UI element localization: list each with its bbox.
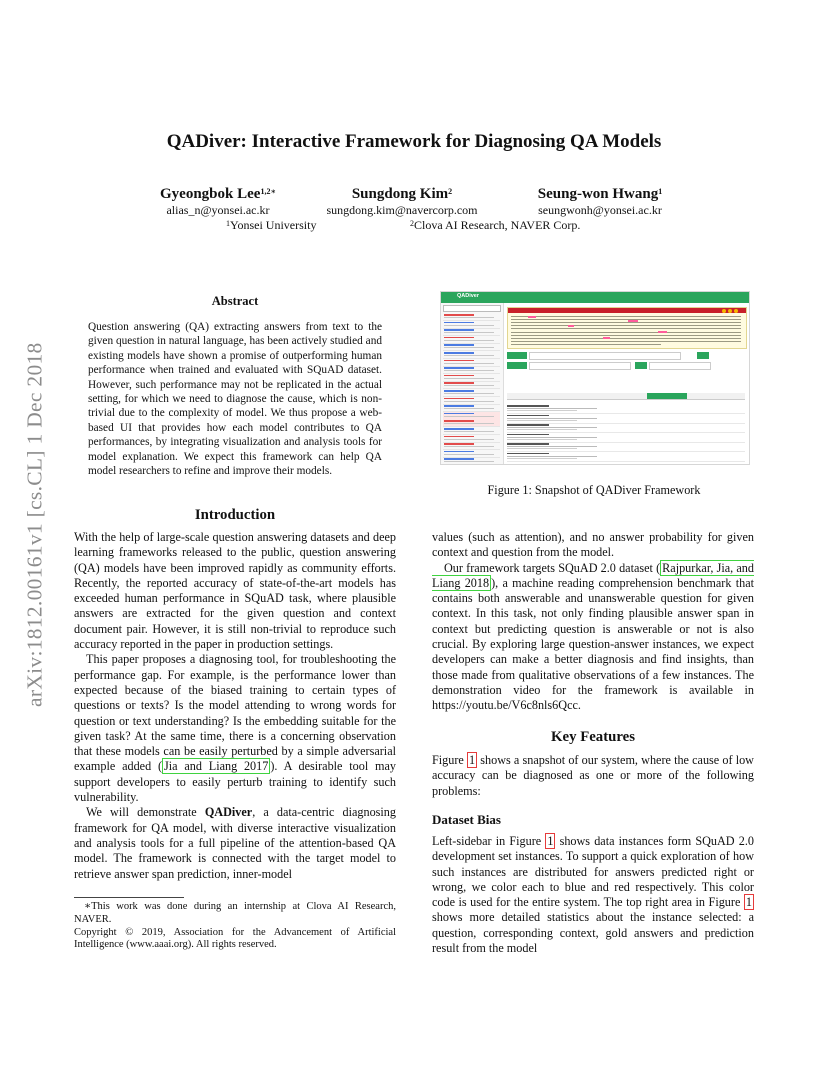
figure-answer-row (507, 362, 745, 369)
paragraph: We will demonstrate QADiver, a data-centric diagnosing framework for QA model, with diverse interactive visualization and analysis tools for a full pipeline of the attention-based QA model. The framework is connected with the target model to retrieve answer span prediction, inner-model (74, 805, 396, 881)
figure-ref-link[interactable]: 1 (547, 834, 554, 848)
citation-link[interactable]: Jia and Liang 2017 (164, 759, 269, 774)
paragraph: With the help of large-scale question answering datasets and deep learning frameworks released to the public, question answering (QA) models have been improved rapidly as community efforts. Recently, the reported accuracy of state-of-the-art models has exceeded human performance in SQuAD task, where plausible answers are extracted for the given question and context document pair. However, it is still non-trivial to reproduce such accuracy reported in the paper in production settings. (74, 530, 396, 652)
abstract-text: Question answering (QA) extracting answers from text to the given question in natural language, has been actively studied and existing models have shown a promise of outperforming human performance when trained and evaluated with SQuAD dataset. However, such performance may not be replicated in the actual setting, for which we need to diagnose the cause, which is non-trivial due to the complexity of model. We thus propose a web-based UI that provides how each model contributes to QA performances, by integrating visualization and analysis tools for model explanation. We expect this framework can help QA model researchers to refine and improve their models. (88, 321, 382, 478)
right-column-body (432, 530, 754, 714)
figure-tab-bar (507, 393, 745, 400)
paragraph: This paper proposes a diagnosing tool, for troubleshooting the performance gap. For example, is the performance lower than expected because of the biased training to certain types of questions or texts? Is the model attending to wrong words for question or text understanding? Is the embedding suitable for the given task? At the same time, there is a concerning observation that these models can be easily perturbed by a simple adversarial example added ( Jia and Liang 2017 ). A desirable tool may support developers to easily perturb training to identify such vulnerability. (74, 652, 396, 805)
figure-result-list (507, 404, 745, 462)
figure-result-row (507, 423, 745, 433)
affiliation-1: $^1$Yonsei University (226, 218, 317, 232)
citation-link[interactable]: Rajpurkar, Jia, and Liang 2018 (432, 560, 754, 590)
figure-app-header (441, 292, 749, 303)
copyright-text: Copyright © 2019, Association for the Advancement of Artificial Intelligence (www.aaai.org). All rights reserved. (74, 926, 396, 951)
figure-context-panel (507, 307, 747, 349)
author-name: Seung-won Hwang (537, 186, 659, 202)
author-1 (118, 185, 318, 218)
figure-active-tab (647, 393, 687, 399)
figure-qadiver-snapshot (440, 291, 750, 465)
author-name: Sungdong Kim (351, 186, 449, 202)
figure-result-row (507, 442, 745, 452)
introduction-heading: Introduction (194, 507, 276, 523)
author-mark: 1,2∗ (260, 187, 276, 196)
affiliation-2: $^2$Clova AI Research, NAVER Corp. (410, 218, 581, 232)
paragraph: values (such as attention), and no answer probability for given context and question from the model. (432, 530, 754, 560)
figure-result-row (507, 404, 745, 414)
footnote (74, 901, 396, 952)
paragraph: Our framework targets SQuAD 2.0 dataset ( Rajpurkar, Jia, and Liang 2018 ), a machine reading comprehension benchmark that contains both answerable and unanswerable question for given context. In this task, not only finding plausible answer span in context but predicting question is answerable or not is also crucial. By exploring large question-answer instances, we expect developers can make a better diagnosis and find insights, than those made from qualitative observations of a few instances. The demonstration video for the framework is available in https://youtu.be/V6c8nls6Qcc. (432, 560, 754, 713)
figure-sidebar (441, 303, 504, 464)
key-features-heading: Key Features (551, 729, 635, 745)
figure-result-row (507, 414, 745, 424)
author-email: alias_n@yonsei.ac.kr (166, 203, 270, 217)
figure-ref-link[interactable]: 1 (745, 895, 752, 910)
dataset-bias-body (432, 834, 754, 956)
author-email: seungwonh@yonsei.ac.kr (538, 203, 662, 217)
author-mark: 2 (448, 187, 453, 196)
key-features-body (432, 753, 754, 799)
paragraph: Left-sidebar in Figure 1 shows data instances form SQuAD 2.0 development set instances. To support a quick exploration of how such instances are distributed for answers predicted right or wrong, we color each to blue and red respectively. This color code is used for the entire system. The top right area in Figure 1 shows more detailed statistics about the instance selected: a question, corresponding context, gold answers and prediction result from the model (432, 834, 754, 956)
abstract-heading: Abstract (211, 294, 259, 308)
dataset-bias-heading: Dataset Bias (432, 812, 501, 827)
footnote-text: ∗This work was done during an internship at Clova AI Research, NAVER. (74, 901, 396, 925)
figure-sidebar-search (443, 305, 501, 312)
footnote-rule (74, 897, 184, 898)
figure-dot-icon (722, 309, 726, 313)
figure-app-logo: QADiver (457, 293, 480, 299)
figure-context-bar (508, 308, 746, 313)
author-email: sungdong.kim@navercorp.com (326, 203, 478, 217)
figure-ref-link[interactable]: 1 (469, 753, 476, 767)
author-mark: 1 (658, 187, 663, 196)
paper-title: QADiver: Interactive Framework for Diagnosing QA Models (166, 131, 662, 152)
author-2 (302, 185, 502, 218)
figure-question-row (507, 352, 745, 359)
introduction-body (74, 530, 396, 882)
paragraph: Figure 1 shows a snapshot of our system, where the cause of low accuracy can be diagnosed as one or more of the following problems: (432, 753, 754, 798)
figure-dot-icon (728, 309, 732, 313)
author-3 (500, 185, 700, 218)
figure-result-row (507, 452, 745, 462)
figure-sidebar-item (443, 457, 500, 465)
abstract (88, 320, 382, 478)
figure-dot-icon (734, 309, 738, 313)
figure-caption: Figure 1: Snapshot of QADiver Framework (487, 483, 701, 497)
figure-result-row (507, 433, 745, 443)
author-name: Gyeongbok Lee (160, 186, 261, 202)
arxiv-identifier: arXiv:1812.00161v1 [cs.CL] 1 Dec 2018 (22, 342, 47, 708)
